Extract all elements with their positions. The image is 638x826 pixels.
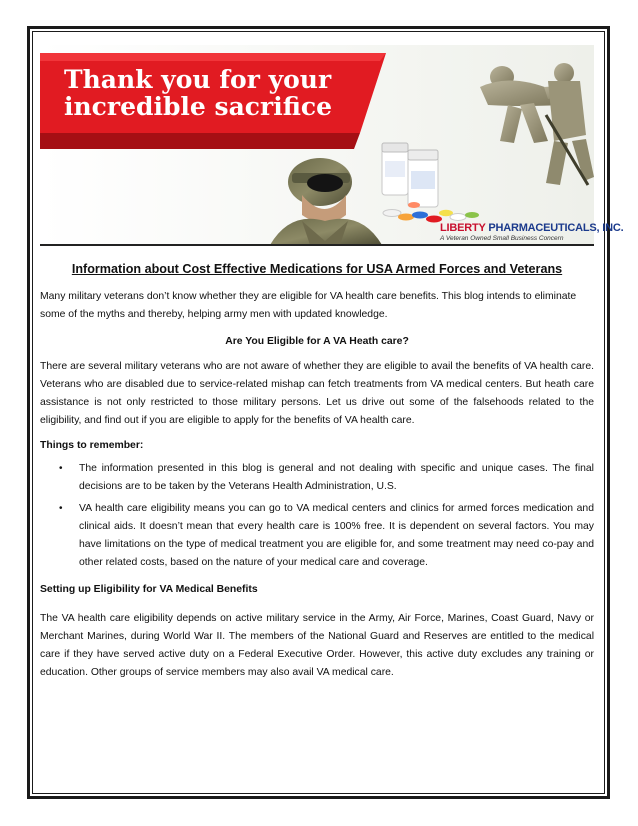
- banner-slogan: [64, 66, 332, 120]
- benefits-paragraph: The VA health care eligibility depends on active military service in the Army, Air Force, Marines, Coast Guard, Navy or Merchant Marines, during World War II. The members of the National Guard and Reserves are entitled to the medical care if they have served active duty on a Federal Executive Order. However, this active duty excludes any training or education. Other groups of service members may also avail VA medical care.: [40, 613, 594, 678]
- company-logo-name: [440, 222, 623, 234]
- list-item: [40, 460, 594, 496]
- things-to-remember-label: Things to remember:: [40, 440, 144, 451]
- section-heading-benefits: Setting up Eligibility for VA Medical Benefits: [40, 584, 258, 595]
- banner-slogan-line-2: incredible sacrifice: [64, 92, 333, 121]
- header-banner: [40, 45, 624, 245]
- eligibility-paragraph: There are several military veterans who are not aware of whether they are eligible to avail the benefits of VA health care. Veterans who are disabled due to service-related mishap can fetch treatments from VA medical centers. But heath care assistance is not only restricted to those military persons. Let us drive out some of the falsehoods related to the eligibility, and find out if you are eligible to apply for the benefits of VA health care.: [40, 361, 594, 426]
- article-body: [40, 262, 594, 682]
- list-item-text: The information presented in this blog is general and not dealing with specific and unique cases. The final decisions are to be taken by the Veterans Health Administration, U.S.: [79, 463, 594, 492]
- list-item-text: VA health care eligibility means you can go to VA medical centers and clinics for armed forces medication and clinical aids. It doesn’t mean that every health care is 100% free. It is dependent on several factors. You may have limitations on the type of medical treatment you are eligible for, and some treatment may need co-pay and other related costs, based on the nature of your medical care and coverage.: [79, 503, 594, 568]
- section-heading-eligibility: Are You Eligible for A VA Heath care?: [225, 336, 409, 347]
- banner-divider: [40, 244, 594, 246]
- company-name-part-2: PHARMACEUTICALS, INC.: [488, 222, 624, 234]
- reminder-list: [40, 460, 594, 572]
- list-item: [40, 500, 594, 572]
- article-title: Information about Cost Effective Medications for USA Armed Forces and Veterans: [71, 262, 563, 276]
- intro-paragraph: Many military veterans don’t know whether they are eligible for VA health care benefits. This blog intends to eliminate some of the myths and thereby, helping army men with updated knowledge.: [40, 291, 577, 320]
- bullet-icon: •: [59, 503, 63, 514]
- company-tagline: A Veteran Owned Small Business Concern: [440, 235, 564, 242]
- company-name-part-1: LIBERTY: [440, 222, 486, 234]
- bullet-icon: •: [59, 463, 63, 474]
- banner-slogan-line-1: Thank you for your: [64, 65, 332, 94]
